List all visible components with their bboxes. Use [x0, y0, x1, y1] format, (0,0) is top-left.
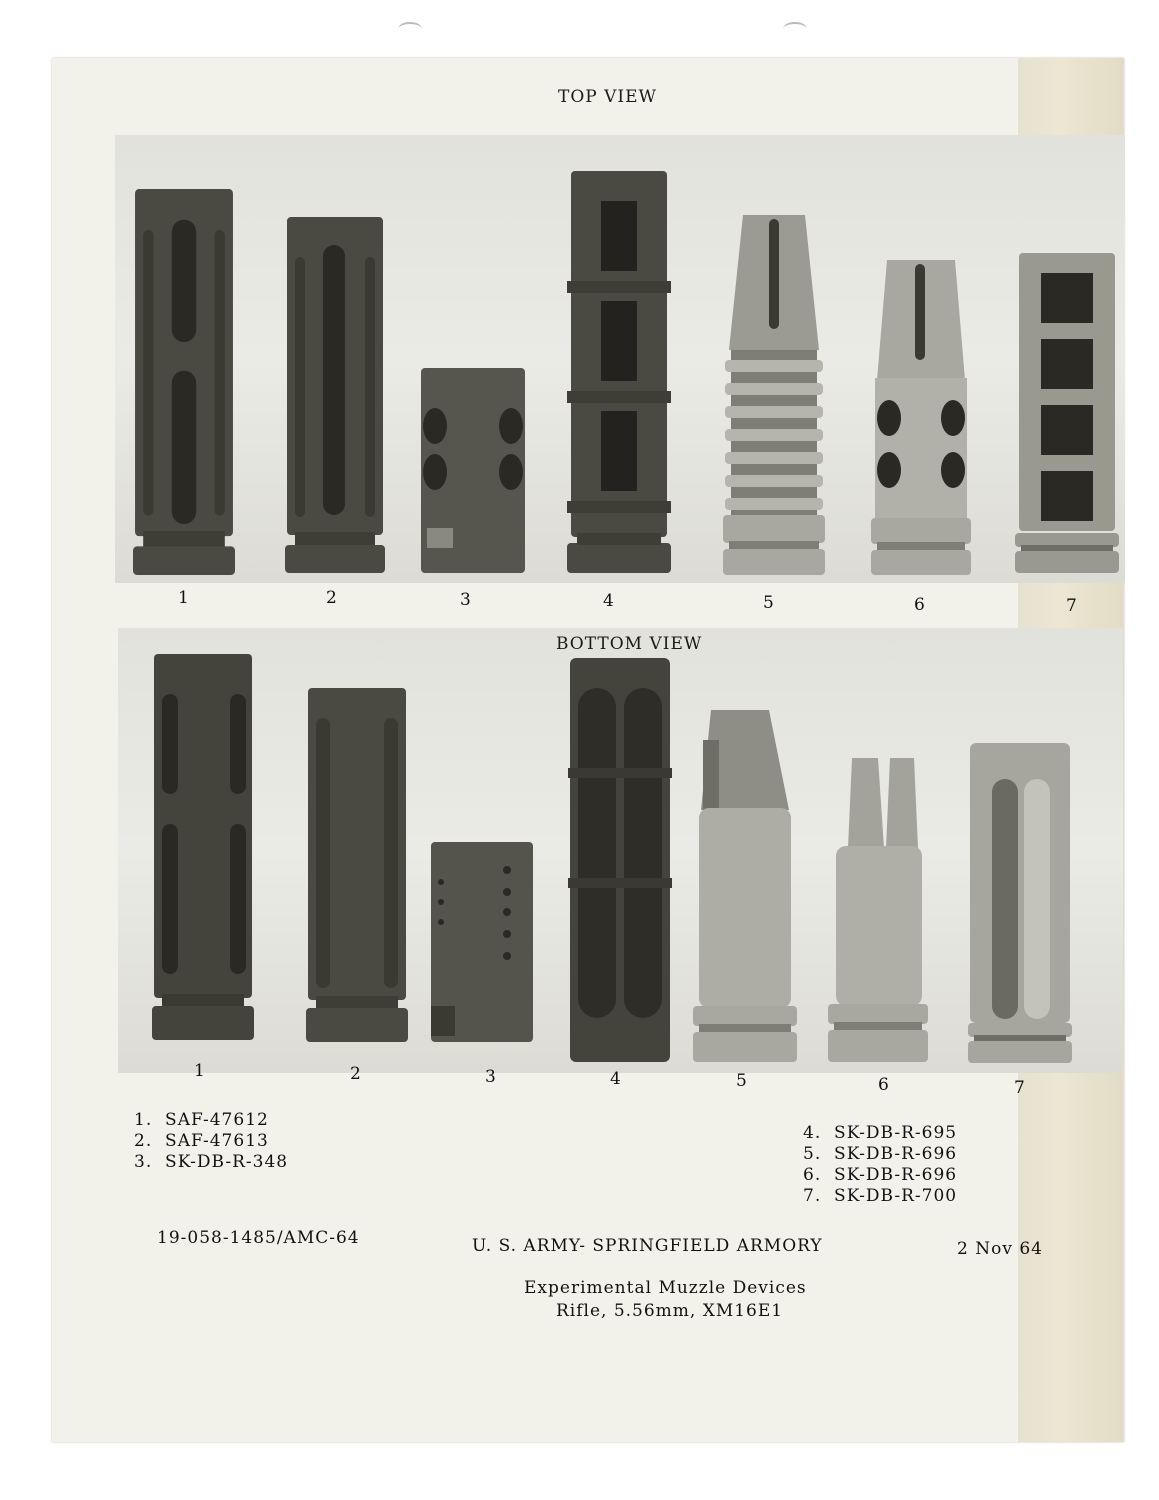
top-view-heading: TOP VIEW	[558, 87, 657, 107]
top-view-photo	[115, 135, 1125, 583]
top-label-1: 1	[178, 588, 189, 608]
top-device-6	[871, 260, 971, 575]
bottom-device-4	[568, 658, 672, 1062]
document-title-line1: Experimental Muzzle Devices	[524, 1278, 807, 1298]
top-label-7: 7	[1066, 596, 1077, 616]
top-device-7	[1015, 253, 1119, 573]
part-item: 6. SK-DB-R-696	[803, 1165, 958, 1185]
bottom-device-3	[431, 842, 533, 1042]
top-device-1	[133, 189, 235, 577]
part-item: 2. SAF-47613	[134, 1131, 269, 1151]
date: 2 Nov 64	[957, 1239, 1043, 1259]
top-label-5: 5	[763, 593, 774, 613]
bottom-view-photo	[118, 628, 1123, 1073]
top-device-5	[723, 215, 825, 575]
bottom-label-4: 4	[610, 1069, 621, 1089]
parts-list-left	[134, 1110, 288, 1173]
part-item: 1. SAF-47612	[134, 1110, 269, 1130]
part-item: 7. SK-DB-R-700	[803, 1186, 958, 1206]
top-label-3: 3	[460, 590, 471, 610]
parts-list-right	[803, 1123, 957, 1207]
bottom-label-1: 1	[194, 1061, 205, 1081]
bottom-label-5: 5	[736, 1071, 747, 1091]
bottom-device-5	[693, 710, 797, 1062]
top-device-4	[567, 171, 671, 575]
reference-number: 19-058-1485/AMC-64	[157, 1228, 360, 1248]
bottom-device-6	[828, 758, 928, 1062]
top-label-2: 2	[326, 588, 337, 608]
document-title-line2: Rifle, 5.56mm, XM16E1	[556, 1301, 784, 1321]
bottom-label-2: 2	[350, 1064, 361, 1084]
bottom-label-6: 6	[878, 1075, 889, 1095]
part-item: 4. SK-DB-R-695	[803, 1123, 958, 1143]
bottom-device-2	[306, 688, 408, 1044]
bottom-device-7	[968, 743, 1072, 1063]
bottom-device-1	[152, 654, 254, 1042]
part-item: 3. SK-DB-R-348	[134, 1152, 289, 1172]
bottom-view-heading: BOTTOM VIEW	[556, 634, 703, 654]
top-device-2	[285, 217, 385, 575]
organization: U. S. ARMY- SPRINGFIELD ARMORY	[472, 1236, 823, 1256]
binder-hole-left	[398, 22, 422, 36]
bottom-label-7: 7	[1014, 1078, 1025, 1098]
top-device-3	[421, 368, 525, 573]
binder-hole-right	[783, 22, 807, 36]
bottom-label-3: 3	[485, 1067, 496, 1087]
top-label-4: 4	[603, 591, 614, 611]
part-item: 5. SK-DB-R-696	[803, 1144, 958, 1164]
top-label-6: 6	[914, 595, 925, 615]
